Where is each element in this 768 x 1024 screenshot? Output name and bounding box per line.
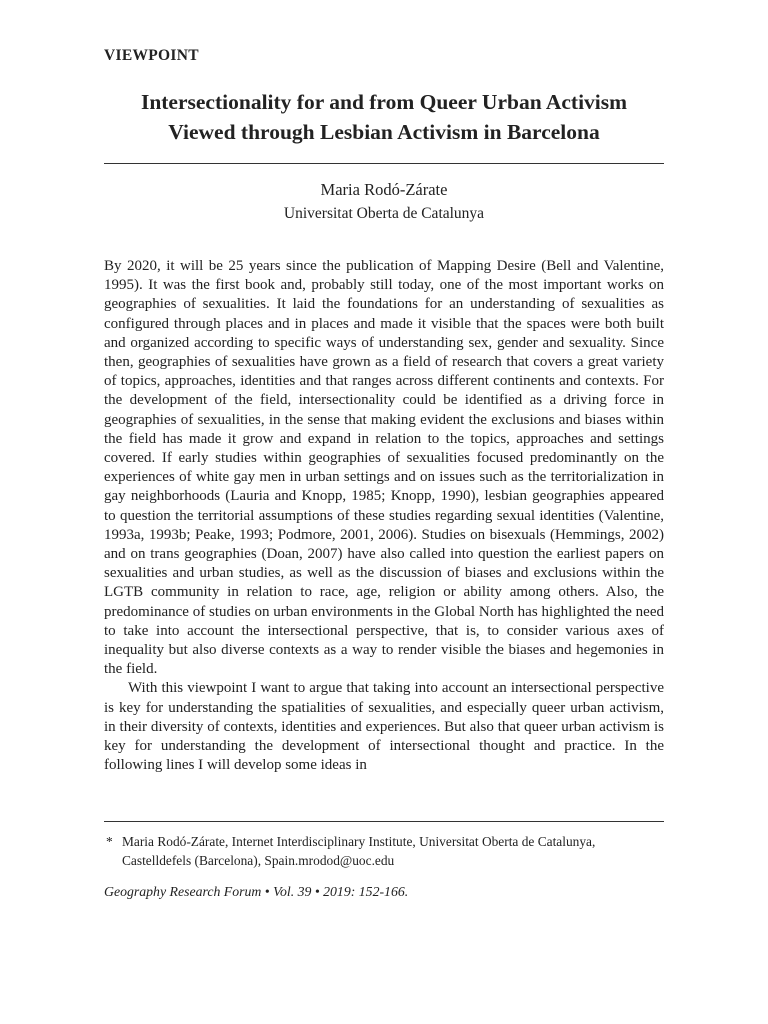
body-paragraph-1: By 2020, it will be 25 years since the publication of Mapping Desire (Bell and Valentine, 1995). It was the first book and, probably still today, one of the most important works on geographies of sexualities. It laid the foundations for an understanding of sexualities as configured through places and in places and made it visible that the spaces were both built and organized according to specific ways of understanding sex, gender and sexuality. Since then, geographies of sexualities have grown as a field of research that covers a great variety of topics, approaches, identities and that ranges across different continents and contexts. For the development of the field, intersectionality could be identified as a driving force in geographies of sexualities, in the sense that making evident the exclusions and biases within the field has made it grow and expand in relation to the topics, approaches and settings covered. If early studies within geographies of sexualities focused predominantly on the experiences of white gay men in urban settings and on issues such as the territorialization in gay neighborhoods (Lauria and Knopp, 1985; Knopp, 1990), lesbian geographies appeared to question the territorial assumptions of these studies regarding sexual identities (Valentine, 1993a, 1993b; Peake, 1993; Podmore, 2001, 2006). Studies on bisexuals (Hemmings, 2002) and on trans geographies (Doan, 2007) have also called into question the earliest papers on sexualities and urban studies, as well as the discussion of biases and exclusions within the LGTB community in relation to race, age, religion or ability among others. Also, the predominance of studies on urban environments in the Global North has highlighted the need to take into account the intersectional perspective, that is, to consider various axes of inequality but also diverse contexts as a way to render visible the biases and hegemonies in the field. [104,258,664,678]
footnote-text: Maria Rodó-Zárate, Internet Interdisciplinary Institute, Universitat Oberta de Catalunya, Castelldefels (Barcelona), Spain.mrodod@uoc.edu [122,834,596,868]
article-title [104,87,664,147]
title-line-2: Viewed through Lesbian Activism in Barcelona [168,120,600,144]
footnote-divider [104,821,664,822]
section-label: VIEWPOINT [104,47,199,64]
title-divider [104,163,664,164]
journal-citation: Geography Research Forum • Vol. 39 • 2019: 152-166. [104,884,409,899]
author-name: Maria Rodó-Zárate [320,180,448,199]
footnote-marker: * [106,834,113,849]
body-paragraph-2: With this viewpoint I want to argue that taking into account an intersectional perspective is key for understanding the spatialities of sexualities, and especially queer urban activism, in their diversity of contexts, identities and experiences. But also that queer urban activism is key for understanding the development of intersectional thought and practice. In the following lines I will develop some ideas in [104,680,664,774]
title-line-1: Intersectionality for and from Queer Urban Activism [140,90,628,114]
author-footnote [104,832,664,870]
article-body [104,257,664,775]
author-affiliation: Universitat Oberta de Catalunya [283,205,485,222]
